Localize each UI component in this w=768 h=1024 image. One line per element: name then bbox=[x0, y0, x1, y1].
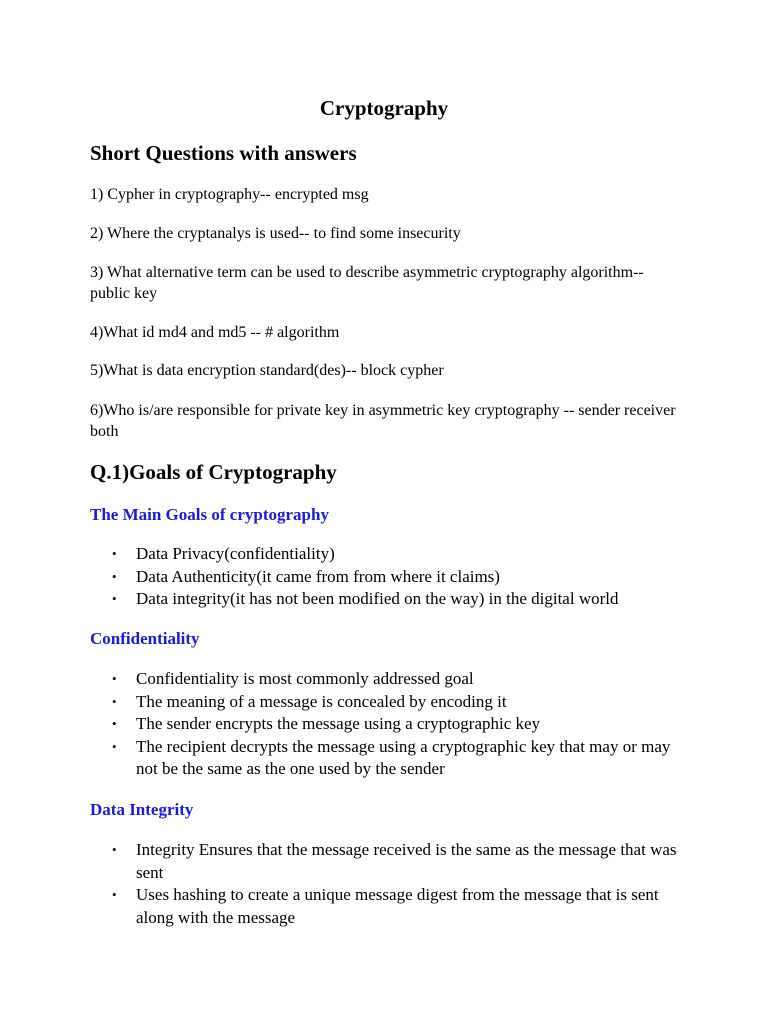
qa-item-3: 3) What alternative term can be used to describe asymmetric cryptography algorithm-- public key bbox=[90, 264, 644, 302]
list-item bbox=[90, 884, 680, 929]
list-item-text: Data Privacy(confidentiality) bbox=[136, 544, 335, 563]
list-item-text: Confidentiality is most commonly addressed goal bbox=[136, 669, 474, 688]
qa-item-5: 5)What is data encryption standard(des)-- block cypher bbox=[90, 362, 444, 379]
list-item bbox=[90, 543, 680, 566]
qa-item-6: 6)Who is/are responsible for private key in asymmetric key cryptography -- sender receiver both bbox=[90, 402, 676, 440]
list-item-text: Uses hashing to create a unique message digest from the message that is sent along with the message bbox=[136, 885, 659, 927]
list-item-text: Data Authenticity(it came from from where it claims) bbox=[136, 566, 500, 586]
list-item bbox=[90, 566, 680, 589]
bullet-icon: • bbox=[112, 671, 117, 686]
list-item bbox=[90, 588, 680, 611]
list-item-text: Data integrity(it has not been modified on the way) in the digital world bbox=[136, 589, 619, 608]
bullet-icon: • bbox=[112, 887, 117, 902]
document-title: Cryptography bbox=[319, 96, 449, 120]
short-questions-heading: Short Questions with answers bbox=[90, 141, 357, 165]
list-item bbox=[90, 668, 680, 691]
main-goals-heading: The Main Goals of cryptography bbox=[90, 505, 329, 524]
qa-item-1: 1) Cypher in cryptography-- encrypted msg bbox=[90, 186, 369, 203]
bullet-icon: • bbox=[112, 546, 117, 561]
bullet-icon: • bbox=[112, 693, 117, 709]
list-item-text: The recipient decrypts the message using a cryptographic key that may or may not be the same as the one used by the sender bbox=[136, 736, 671, 778]
list-item-text: Integrity Ensures that the message received is the same as the message that was sent bbox=[136, 840, 677, 882]
bullet-icon: • bbox=[112, 842, 117, 857]
list-item bbox=[90, 736, 680, 781]
confidentiality-heading: Confidentiality bbox=[90, 629, 200, 648]
list-item bbox=[90, 839, 680, 884]
list-item-text: The meaning of a message is concealed by encoding it bbox=[136, 691, 507, 711]
qa-item-4: 4)What id md4 and md5 -- # algorithm bbox=[90, 324, 340, 341]
list-item-text: The sender encrypts the message using a cryptographic key bbox=[136, 714, 541, 733]
goals-heading: Q.1)Goals of Cryptography bbox=[90, 460, 337, 484]
main-goals-list bbox=[90, 543, 680, 611]
data-integrity-list bbox=[90, 839, 680, 929]
bullet-icon: • bbox=[112, 568, 117, 584]
data-integrity-heading: Data Integrity bbox=[90, 800, 194, 819]
confidentiality-list bbox=[90, 668, 680, 781]
qa-item-2: 2) Where the cryptanalys is used-- to find some insecurity bbox=[90, 225, 461, 242]
bullet-icon: • bbox=[112, 716, 117, 731]
bullet-icon: • bbox=[112, 738, 117, 754]
bullet-icon: • bbox=[112, 591, 117, 606]
list-item bbox=[90, 691, 680, 714]
list-item bbox=[90, 713, 680, 736]
